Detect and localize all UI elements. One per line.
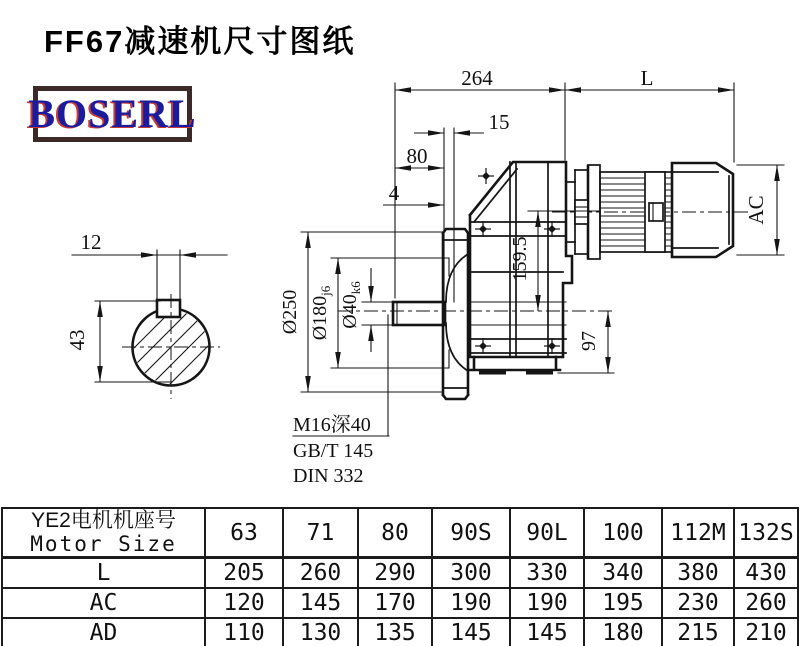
table-cell: 230 (662, 588, 734, 618)
bolt-mark (478, 168, 494, 184)
table-cell: 330 (510, 558, 584, 589)
row-label: AD (2, 618, 205, 646)
dimensions (279, 66, 784, 392)
main-view (338, 162, 750, 399)
table-cell: 215 (662, 618, 734, 646)
motor-size-table (1, 507, 799, 646)
dim-159-5-label: 159.5 (509, 236, 531, 282)
dim-4-label: 4 (388, 181, 400, 205)
col-header: 100 (584, 508, 662, 558)
note-tap-label: M16深40 (293, 414, 371, 436)
table-cell: 300 (432, 558, 510, 589)
dim-spigot-label: $Ø180_{j6}$ (309, 285, 333, 341)
row-label: AC (2, 588, 205, 618)
dim-L-label: L (640, 66, 654, 90)
bolt-mark (544, 338, 560, 354)
logo-text: BOSERL (28, 91, 197, 136)
dim-flange-od-label: Ø250 (279, 289, 301, 335)
dim-15-label: 15 (488, 110, 510, 134)
table-cell: 430 (734, 558, 798, 589)
dim-key-width-label: 12 (80, 230, 102, 254)
note-gb-label: GB/T 145 (293, 440, 374, 462)
table-cell: 260 (283, 558, 358, 589)
col-header: 112M (662, 508, 734, 558)
bolt-mark (544, 221, 560, 237)
table-cell: 210 (734, 618, 798, 646)
col-header: 90L (510, 508, 584, 558)
dim-key-height-label: 43 (65, 329, 89, 351)
dim-AC-label: AC (744, 195, 768, 225)
table-cell: 145 (283, 588, 358, 618)
table-row-AD (2, 618, 798, 646)
table-cell: 195 (584, 588, 662, 618)
table-cell: 145 (510, 618, 584, 646)
table-cell: 180 (584, 618, 662, 646)
col-header: 132S (734, 508, 798, 558)
row-label: L (2, 558, 205, 589)
header-en: Motor Size (30, 532, 177, 557)
table-cell: 190 (510, 588, 584, 618)
bolt-mark (475, 221, 491, 237)
col-header: 71 (283, 508, 358, 558)
motor-adapter (566, 166, 588, 258)
table-cell: 380 (662, 558, 734, 589)
table-cell: 120 (205, 588, 283, 618)
fan-cover (672, 163, 733, 257)
table-row-L (2, 558, 798, 589)
table-header-row (2, 508, 798, 558)
table-row-AC (2, 588, 798, 618)
table-cell: 190 (432, 588, 510, 618)
page-title: FF67减速机尺寸图纸 (44, 24, 356, 59)
flange (443, 229, 468, 399)
table-cell: 205 (205, 558, 283, 589)
dim-97-label: 97 (578, 331, 600, 351)
boserl-logo (28, 86, 197, 142)
col-header: 63 (205, 508, 283, 558)
header-cn: YE2电机机座号 (31, 509, 176, 532)
table-header-motor-size (2, 508, 205, 558)
table-cell: 135 (358, 618, 432, 646)
tap-note (293, 315, 389, 487)
table-cell: 260 (734, 588, 798, 618)
col-header: 80 (358, 508, 432, 558)
note-din-label: DIN 332 (293, 465, 364, 487)
dim-shaft-label: $Ø40_{k6}$ (339, 281, 363, 329)
dim-80-label: 80 (406, 144, 428, 168)
table-cell: 130 (283, 618, 358, 646)
table-cell: 145 (432, 618, 510, 646)
table-cell: 170 (358, 588, 432, 618)
shaft-section-view (65, 230, 244, 420)
output-shaft (393, 302, 445, 325)
table-cell: 340 (584, 558, 662, 589)
col-header: 90S (432, 508, 510, 558)
dim-264-label: 264 (461, 66, 493, 90)
bolt-mark (475, 338, 491, 354)
motor (588, 163, 733, 259)
table-cell: 290 (358, 558, 432, 589)
table-cell: 110 (205, 618, 283, 646)
